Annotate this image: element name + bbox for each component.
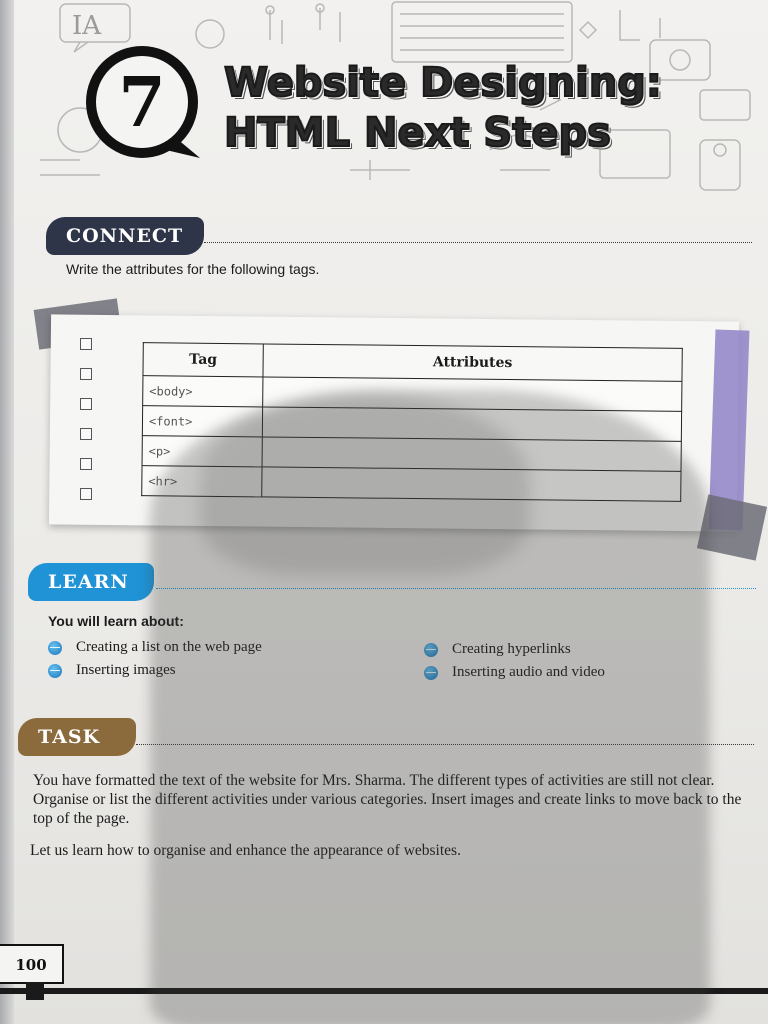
tape-strip-bottom-right <box>697 494 767 560</box>
learn-item-label: Creating hyperlinks <box>452 641 571 657</box>
list-item <box>48 636 262 659</box>
list-item <box>48 659 262 682</box>
learn-section-label: LEARN <box>28 563 154 601</box>
chapter-title-line2: HTML Next Steps <box>224 110 611 156</box>
list-item <box>424 661 605 684</box>
attributes-answer-cell[interactable] <box>262 407 681 441</box>
task-closing-sentence: Let us learn how to organise and enhance the appearance of websites. <box>30 842 461 859</box>
attributes-answer-cell[interactable] <box>262 467 681 501</box>
attributes-answer-cell[interactable] <box>262 437 681 471</box>
tag-cell: <hr> <box>142 466 262 497</box>
tag-attributes-table <box>141 342 683 502</box>
page-number: 100 <box>0 944 64 984</box>
learn-list-left <box>48 636 262 682</box>
binding-hole <box>80 488 92 500</box>
doodle-label: IA <box>72 11 102 41</box>
notebook-binding-holes <box>80 338 94 518</box>
table-row <box>142 466 681 502</box>
globe-icon <box>424 643 438 657</box>
task-section-label: TASK <box>18 718 136 756</box>
learn-item-label: Inserting audio and video <box>452 664 605 680</box>
tag-cell: <font> <box>142 406 262 437</box>
globe-icon <box>48 641 62 655</box>
task-divider <box>136 744 754 745</box>
page-binding-edge <box>0 0 14 1024</box>
connect-instruction: Write the attributes for the following tags. <box>66 261 320 277</box>
footer-marker <box>26 982 44 1000</box>
column-header-tag: Tag <box>143 343 263 377</box>
task-paragraph: You have formatted the text of the website for Mrs. Sharma. The different types of activities are still not clear. Organise or list the different activities under various categories. Insert images and create links to move back to the top of the page. <box>33 772 742 827</box>
chapter-title-line1: Website Designing: <box>224 60 662 106</box>
table-header-row <box>143 343 682 382</box>
binding-hole <box>80 458 92 470</box>
list-item <box>424 638 605 661</box>
chapter-number: 7 <box>118 63 166 143</box>
binding-hole <box>80 368 92 380</box>
tag-cell: <body> <box>143 376 263 407</box>
tag-cell: <p> <box>142 436 262 467</box>
connect-divider <box>204 242 752 243</box>
learn-list-right <box>424 638 605 684</box>
learn-intro: You will learn about: <box>48 613 184 629</box>
attributes-answer-cell[interactable] <box>263 377 682 411</box>
column-header-attributes: Attributes <box>263 344 682 381</box>
learn-item-label: Creating a list on the web page <box>76 639 262 655</box>
binding-hole <box>80 338 92 350</box>
footer-rule <box>0 988 768 994</box>
learn-divider <box>156 588 756 589</box>
connect-section-label: CONNECT <box>46 217 204 255</box>
binding-hole <box>80 428 92 440</box>
globe-icon <box>48 664 62 678</box>
binding-hole <box>80 398 92 410</box>
chapter-title <box>224 58 662 158</box>
learn-item-label: Inserting images <box>76 662 176 678</box>
globe-icon <box>424 666 438 680</box>
